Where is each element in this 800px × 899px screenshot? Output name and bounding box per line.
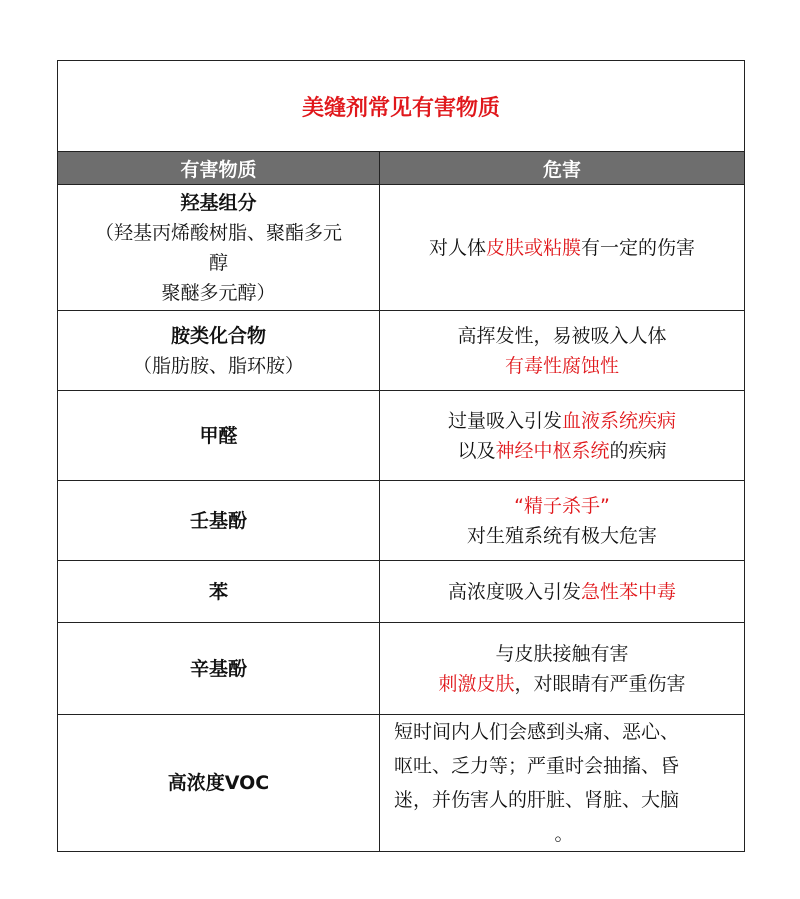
table-row xyxy=(58,311,744,391)
harm-text: 短时间内人们会感到头痛、恶心、 xyxy=(394,721,680,743)
substance-cell xyxy=(58,311,380,391)
harm-highlight: 急性苯中毒 xyxy=(581,580,677,603)
harm-highlight: “精子杀手” xyxy=(514,494,610,517)
header-row xyxy=(58,152,744,185)
harm-highlight: 血液系统疾病 xyxy=(562,409,677,432)
harm-text: 以及 xyxy=(457,439,496,462)
substance-cell xyxy=(58,561,380,623)
substance-cell xyxy=(58,715,380,852)
harm-text: 对人体 xyxy=(428,236,486,259)
harmful-substances-table-card xyxy=(57,60,745,852)
substance-name: 甲醛 xyxy=(199,424,238,447)
title-row xyxy=(58,61,744,152)
harm-cell xyxy=(380,623,745,715)
substance-name: 胺类化合物 xyxy=(170,324,266,347)
harm-text: 对生殖系统有极大危害 xyxy=(466,524,657,547)
table-row xyxy=(58,561,744,623)
table-row xyxy=(58,185,744,311)
harm-text: 高浓度吸入引发 xyxy=(447,580,581,603)
harm-cell xyxy=(380,391,745,481)
table-row xyxy=(58,715,744,852)
harm-cell xyxy=(380,715,745,852)
substance-cell xyxy=(58,481,380,561)
substance-subtext: 醇 xyxy=(208,251,228,274)
header-substance: 有害物质 xyxy=(58,152,380,185)
harm-text: ，对眼睛有严重伤害 xyxy=(514,672,686,695)
substance-name: 苯 xyxy=(208,580,228,603)
table-title: 美缝剂常见有害物质 xyxy=(301,95,500,121)
harm-text: 高挥发性，易被吸入人体 xyxy=(457,324,667,347)
header-harm: 危害 xyxy=(380,152,745,185)
substance-name: 壬基酚 xyxy=(189,509,247,532)
substance-subtext: （脂肪胺、脂环胺） xyxy=(132,354,304,377)
table-row xyxy=(58,481,744,561)
harm-text: 与皮肤接触有害 xyxy=(495,642,629,665)
harm-cell xyxy=(380,185,745,311)
harm-highlight: 神经中枢系统 xyxy=(495,439,610,462)
harm-highlight: 刺激皮肤 xyxy=(438,672,515,695)
substance-name: 辛基酚 xyxy=(189,657,247,680)
substance-cell xyxy=(58,623,380,715)
substance-cell xyxy=(58,391,380,481)
harm-text: 有一定的伤害 xyxy=(581,236,696,259)
substance-cell xyxy=(58,185,380,311)
harm-cell xyxy=(380,311,745,391)
harm-text: 迷，并伤害人的肝脏、肾脏、大脑 xyxy=(394,789,680,811)
substance-subtext: 聚醚多元醇） xyxy=(161,281,276,304)
harm-highlight: 皮肤或粘膜 xyxy=(485,236,581,259)
harm-cell xyxy=(380,481,745,561)
table-row xyxy=(58,391,744,481)
harm-text: 呕吐、乏力等；严重时会抽搐、昏 xyxy=(394,755,680,777)
table-row xyxy=(58,623,744,715)
harm-text: 过量吸入引发 xyxy=(447,409,562,432)
harm-text: 。 xyxy=(554,823,574,845)
harm-cell xyxy=(380,561,745,623)
substance-subtext: （羟基丙烯酸树脂、聚酯多元 xyxy=(94,221,342,244)
substance-name: 高浓度VOC xyxy=(167,772,270,794)
substance-table xyxy=(58,152,744,851)
harm-highlight: 有毒性腐蚀性 xyxy=(504,354,619,377)
harm-text: 的疾病 xyxy=(609,439,667,462)
substance-name: 羟基组分 xyxy=(180,191,257,214)
